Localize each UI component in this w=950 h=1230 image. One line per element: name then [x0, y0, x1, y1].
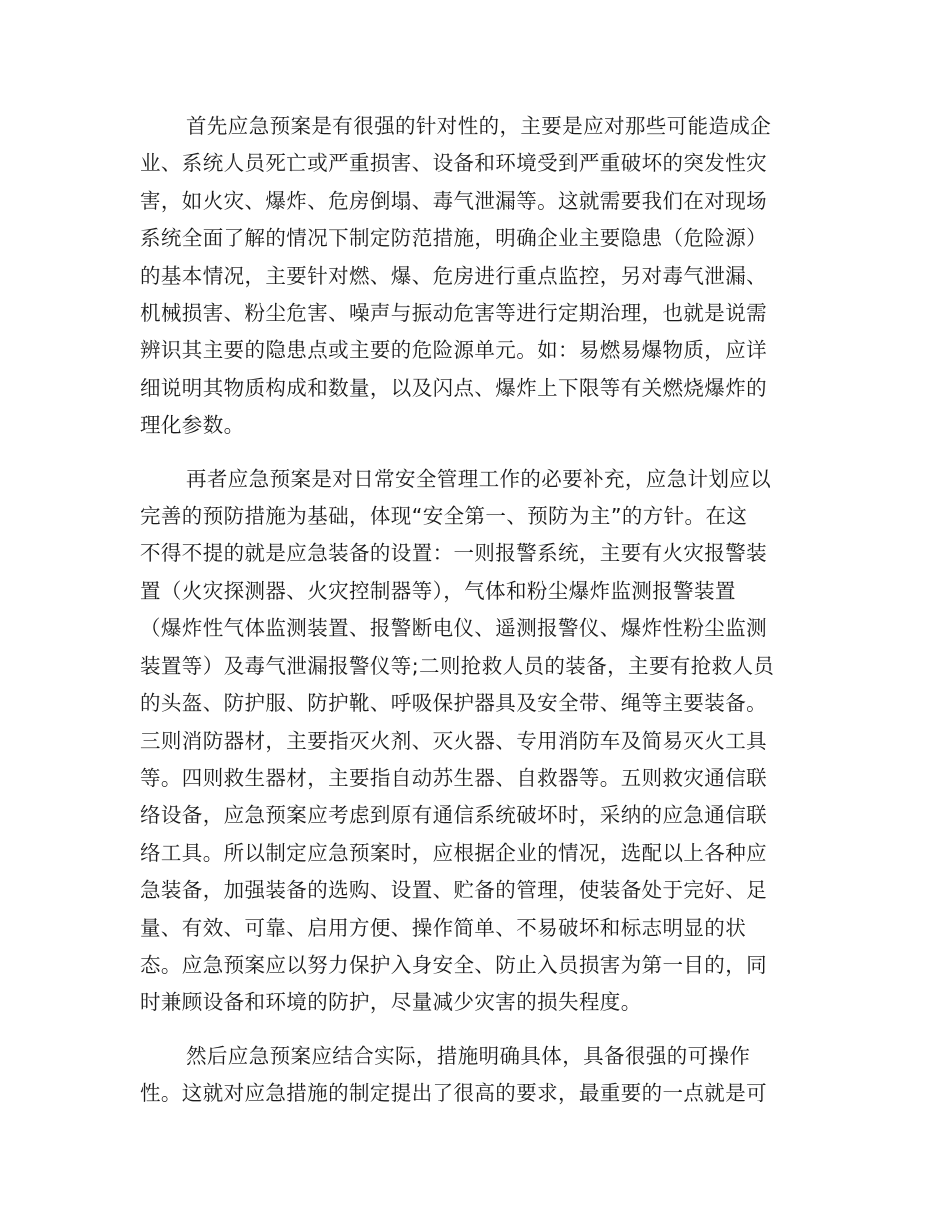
paragraph-line: 络工具。所以制定应急预案时，应根据企业的情况，选配以上各种应: [140, 840, 767, 865]
paragraph-line: 业、系统人员死亡或严重损害、设备和环境受到严重破坏的突发性灾: [140, 151, 767, 176]
paragraph-line: 首先应急预案是有很强的针对性的，主要是应对那些可能造成企: [186, 114, 772, 138]
paragraph-line: 然后应急预案应结合实际，措施明确具体，具备很强的可操作: [186, 1043, 751, 1068]
paragraph-line: 不得不提的就是应急装备的设置：一则报警系统，主要有火灾报警装: [140, 541, 767, 566]
paragraph-line: 急装备，加强装备的选购、设置、贮备的管理，使装备处于完好、足: [140, 878, 767, 903]
paragraph-line: 辨识其主要的隐患点或主要的危险源单元。如：易燃易爆物质，应详: [140, 338, 767, 363]
paragraph-line: 再者应急预案是对日常安全管理工作的必要补充，应急计划应以: [186, 466, 772, 491]
paragraph-3: [140, 1038, 810, 1113]
paragraph-line: 置（火灾探测器、火灾控制器等），气体和粉尘爆炸监测报警装置: [140, 578, 736, 603]
document-body: [140, 108, 810, 1129]
paragraph-line: 完善的预防措施为基础，体现“安全第一、预防为主”的方针。在这: [140, 504, 748, 529]
paragraph-line: （爆炸性气体监测装置、报警断电仪、遥测报警仪、爆炸性粉尘监测: [140, 616, 767, 641]
paragraph-2: [140, 461, 810, 1022]
paragraph-line: 时兼顾设备和环境的防护，尽量减少灾害的损失程度。: [140, 990, 642, 1015]
paragraph-line: 的基本情况，主要针对燃、爆、危房进行重点监控，另对毒气泄漏、: [140, 263, 767, 288]
paragraph-line: 络设备，应急预案应考虑到原有通信系统破坏时，采纳的应急通信联: [140, 803, 767, 828]
paragraph-line: 系统全面了解的情况下制定防范措施，明确企业主要隐患（危险源）: [140, 226, 767, 251]
paragraph-line: 机械损害、粉尘危害、噪声与振动危害等进行定期治理，也就是说需: [140, 301, 767, 326]
paragraph-1: [140, 108, 810, 445]
paragraph-line: 理化参数。: [140, 413, 245, 438]
paragraph-line: 装置等）及毒气泄漏报警仪等;二则抢救人员的装备，主要有抢救人员: [140, 653, 775, 678]
paragraph-line: 量、有效、可靠、启用方便、操作简单、不易破坏和标志明显的状: [140, 915, 747, 940]
paragraph-line: 等。四则救生器材，主要指自动苏生器、自救器等。五则救灾通信联: [140, 765, 767, 790]
paragraph-line: 细说明其物质构成和数量，以及闪点、爆炸上下限等有关燃烧爆炸的: [140, 375, 767, 400]
paragraph-line: 害，如火灾、爆炸、危房倒塌、毒气泄漏等。这就需要我们在对现场: [140, 188, 767, 213]
paragraph-line: 的头盔、防护服、防护靴、呼吸保护器具及安全带、绳等主要装备。: [140, 691, 767, 716]
paragraph-line: 态。应急预案应以努力保护入身安全、防止入员损害为第一目的，同: [140, 952, 767, 977]
paragraph-line: 三则消防器材，主要指灭火剂、灭火器、专用消防车及简易灭火工具: [140, 728, 767, 753]
paragraph-line: 性。这就对应急措施的制定提出了很高的要求，最重要的一点就是可: [140, 1081, 767, 1106]
